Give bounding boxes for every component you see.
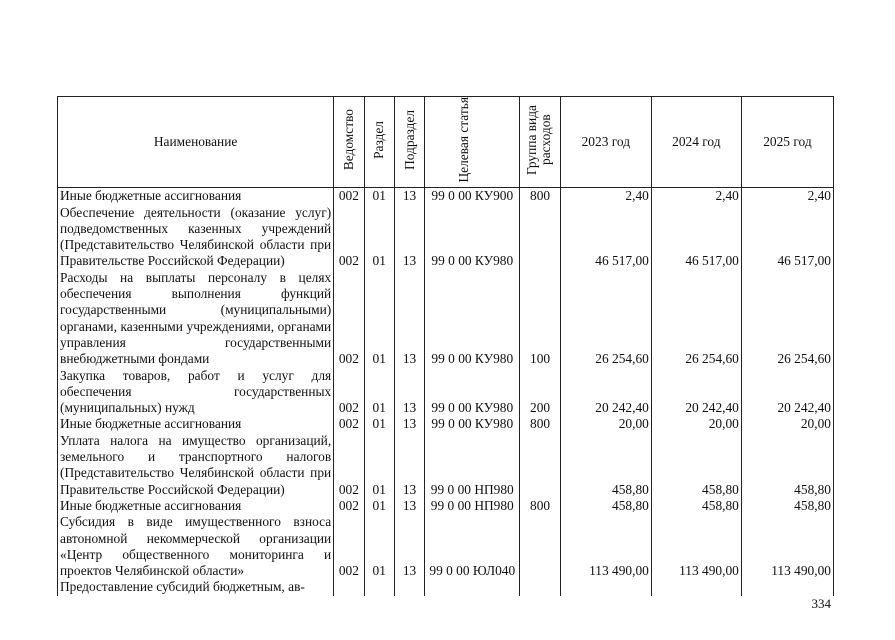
row-subsection: 13 (394, 205, 424, 270)
row-dept: 002 (334, 205, 364, 270)
header-target: Целевая статья (456, 97, 472, 183)
row-subsection: 13 (394, 433, 424, 498)
row-name: Уплата налога на имущество организаций, земельного и транспортного налогов (Представительство Челябинской области при Правительстве Российской Федерации) (58, 433, 334, 498)
row-2025: 26 254,60 (741, 270, 833, 368)
row-target: 99 0 00 КУ980 (425, 416, 520, 432)
row-dept: 002 (334, 433, 364, 498)
row-section: 01 (364, 270, 394, 368)
row-target: 99 0 00 КУ900 (425, 188, 520, 205)
row-target (425, 579, 520, 595)
row-name: Предоставление субсидий бюджетным, ав- (58, 579, 334, 595)
row-2025: 20,00 (741, 416, 833, 432)
row-group (520, 579, 560, 595)
header-2023: 2023 год (560, 97, 651, 188)
table-row (58, 514, 834, 579)
row-2025: 46 517,00 (741, 205, 833, 270)
row-dept: 002 (334, 498, 364, 514)
row-2024 (651, 579, 741, 595)
row-section: 01 (364, 433, 394, 498)
row-dept: 002 (334, 188, 364, 205)
row-group (520, 514, 560, 579)
row-target: 99 0 00 КУ980 (425, 270, 520, 368)
row-subsection: 13 (394, 498, 424, 514)
row-section: 01 (364, 188, 394, 205)
page-number: 334 (811, 596, 831, 611)
table-row (58, 188, 834, 205)
row-target: 99 0 00 ЮЛ040 (425, 514, 520, 579)
row-2024: 2,40 (651, 188, 741, 205)
header-row (58, 97, 834, 188)
row-2024: 458,80 (651, 433, 741, 498)
row-2024: 20,00 (651, 416, 741, 432)
header-name: Наименование (58, 97, 334, 188)
table-row (58, 579, 834, 595)
row-dept: 002 (334, 368, 364, 417)
row-name: Обеспечение деятельности (оказание услуг) подведомственных казенных учреждений (Представительство Челябинской области при Правительстве Российской Федерации) (58, 205, 334, 270)
row-section: 01 (364, 416, 394, 432)
row-2023: 26 254,60 (560, 270, 651, 368)
row-group (520, 205, 560, 270)
row-name: Закупка товаров, работ и услуг для обеспечения государственных (муниципальных) нужд (58, 368, 334, 417)
row-target: 99 0 00 НП980 (425, 498, 520, 514)
table-row (58, 270, 834, 368)
row-2023: 20,00 (560, 416, 651, 432)
row-name: Иные бюджетные ассигнования (58, 416, 334, 432)
row-2023: 20 242,40 (560, 368, 651, 417)
table-row (58, 433, 834, 498)
row-subsection: 13 (394, 416, 424, 432)
row-group: 800 (520, 188, 560, 205)
row-2025: 458,80 (741, 433, 833, 498)
row-group (520, 433, 560, 498)
table-row (58, 498, 834, 514)
header-2025: 2025 год (741, 97, 833, 188)
row-2023: 113 490,00 (560, 514, 651, 579)
row-section: 01 (364, 368, 394, 417)
row-2023: 2,40 (560, 188, 651, 205)
header-exp-group: Группа вида расходов (524, 105, 554, 175)
table-row (58, 416, 834, 432)
row-group: 200 (520, 368, 560, 417)
row-dept: 002 (334, 514, 364, 579)
row-dept: 002 (334, 270, 364, 368)
row-2023 (560, 579, 651, 595)
row-section: 01 (364, 514, 394, 579)
row-subsection: 13 (394, 270, 424, 368)
row-2023: 46 517,00 (560, 205, 651, 270)
row-2025 (741, 579, 833, 595)
row-2024: 20 242,40 (651, 368, 741, 417)
header-subsection: Подраздел (401, 110, 417, 170)
row-subsection: 13 (394, 188, 424, 205)
row-2023: 458,80 (560, 433, 651, 498)
row-name: Субсидия в виде имущественного взноса автономной некоммерческой организации «Центр общественного мониторинга и проектов Челябинской области» (58, 514, 334, 579)
row-target: 99 0 00 КУ980 (425, 368, 520, 417)
row-2024: 26 254,60 (651, 270, 741, 368)
row-2024: 458,80 (651, 498, 741, 514)
row-subsection: 13 (394, 514, 424, 579)
row-name: Иные бюджетные ассигнования (58, 498, 334, 514)
row-subsection (394, 579, 424, 595)
row-section: 01 (364, 205, 394, 270)
row-dept (334, 579, 364, 595)
header-2024: 2024 год (651, 97, 741, 188)
row-name: Иные бюджетные ассигнования (58, 188, 334, 205)
table-row (58, 205, 834, 270)
header-section: Раздел (371, 121, 387, 159)
row-subsection: 13 (394, 368, 424, 417)
table-body (58, 188, 834, 596)
row-2025: 2,40 (741, 188, 833, 205)
budget-table (57, 96, 834, 596)
row-section (364, 579, 394, 595)
row-2025: 458,80 (741, 498, 833, 514)
row-target: 99 0 00 КУ980 (425, 205, 520, 270)
row-name: Расходы на выплаты персоналу в целях обеспечения выполнения функций государственными (муниципальными) органами, казенными учреждениями, органами управления государственными внебюджетными фондами (58, 270, 334, 368)
table-row (58, 368, 834, 417)
row-2024: 113 490,00 (651, 514, 741, 579)
row-2024: 46 517,00 (651, 205, 741, 270)
header-dept: Ведомство (340, 109, 356, 171)
row-target: 99 0 00 НП980 (425, 433, 520, 498)
row-2023: 458,80 (560, 498, 651, 514)
row-group: 100 (520, 270, 560, 368)
row-group: 800 (520, 498, 560, 514)
row-group: 800 (520, 416, 560, 432)
row-2025: 113 490,00 (741, 514, 833, 579)
row-section: 01 (364, 498, 394, 514)
row-2025: 20 242,40 (741, 368, 833, 417)
row-dept: 002 (334, 416, 364, 432)
